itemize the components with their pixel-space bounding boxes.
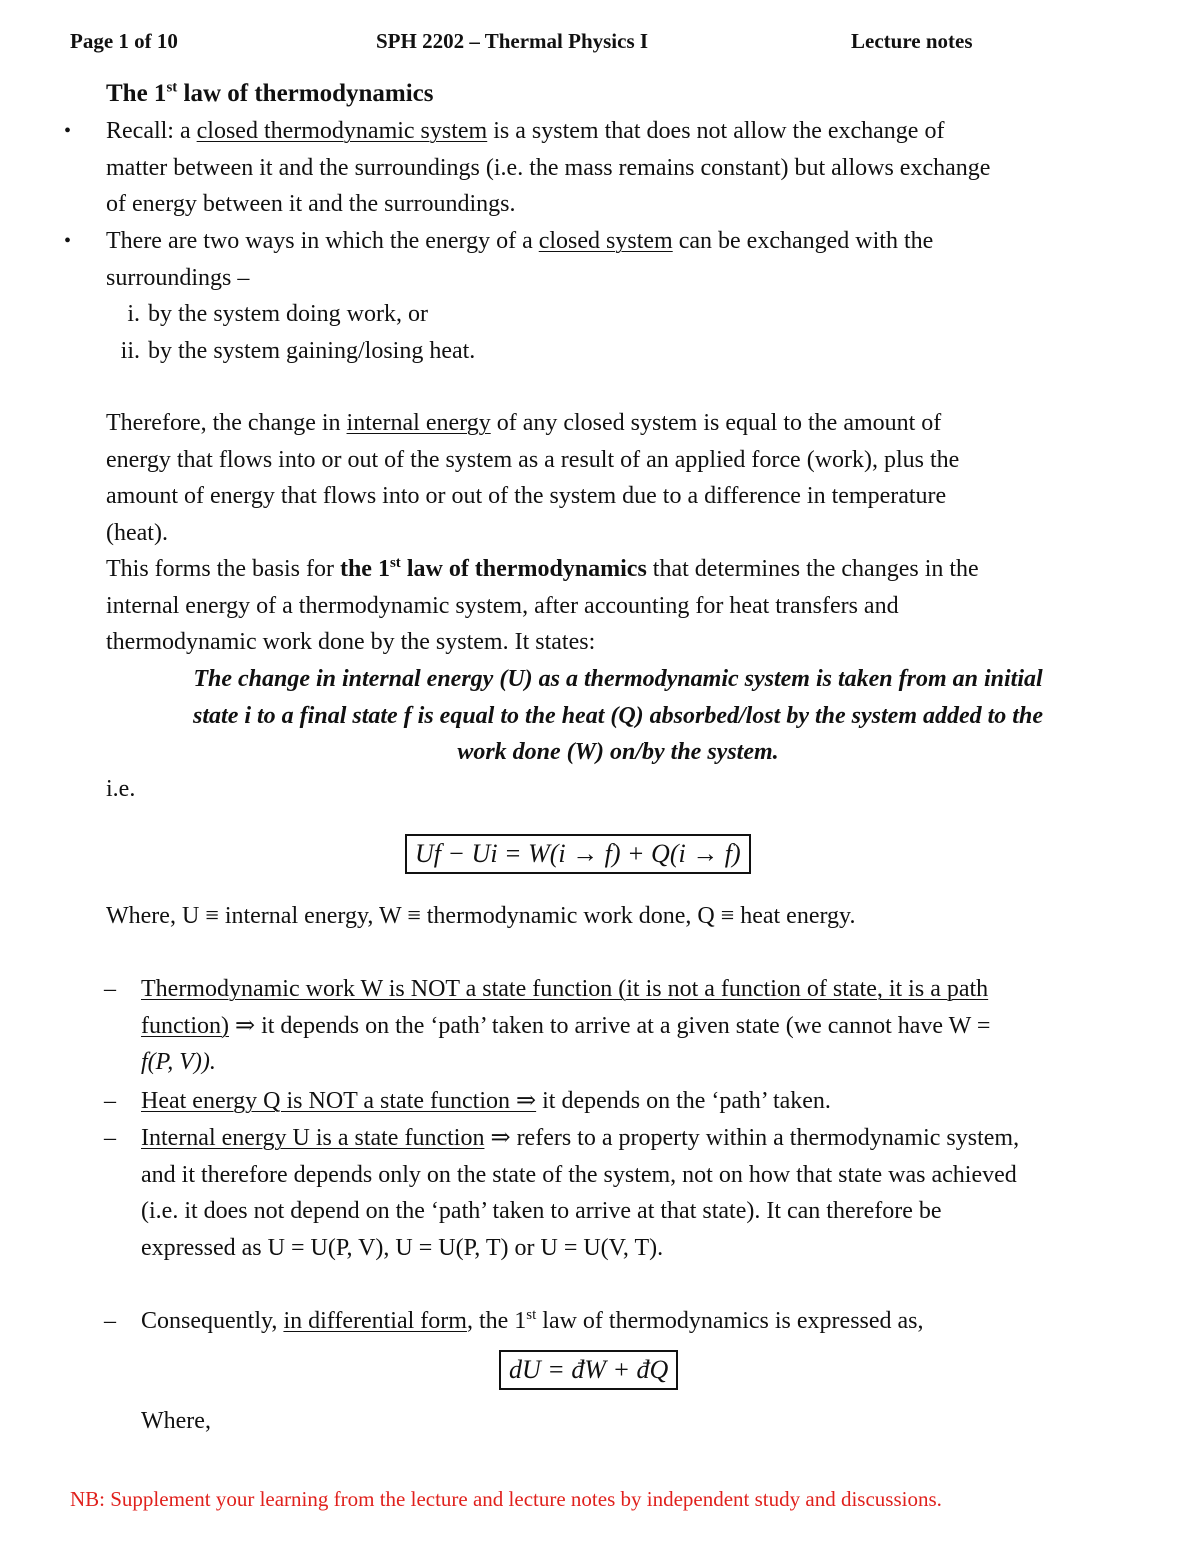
course-title: SPH 2202 – Thermal Physics I <box>376 29 649 53</box>
dash-icon: – <box>104 976 116 1002</box>
dash-icon: – <box>104 1308 116 1334</box>
paragraph-first-law-basis: This forms the basis for the 1st law of thermodynamics that determines the changes in the internal energy of a thermodynamic system, after accounting for heat transfers and thermodynamic work done by the system. It states: <box>106 555 979 656</box>
footer-note: NB: Supplement your learning from the lecture and lecture notes by independent study and discussions. <box>70 1487 942 1511</box>
list-item: i. by the system doing work, or <box>127 301 428 327</box>
where-label: Where, <box>141 1408 211 1434</box>
section-title: The 1st law of thermodynamics <box>106 79 434 107</box>
paragraph-internal-energy: Therefore, the change in internal energy of any closed system is equal to the amount of energy that flows into or out of the system as a result of an applied force (work), plus the amount of energy that flows into or out of the system due to a difference in temperature (heat). <box>106 410 960 546</box>
dash-item-work: Thermodynamic work W is NOT a state function (it is not a function of state, it is a path function) ⇒ it depends on the ‘path’ taken to arrive at a given state (we cannot have W = f(P, V)). <box>141 976 991 1076</box>
numbered-list <box>106 296 475 369</box>
bullet-energy-exchange: There are two ways in which the energy of a closed system can be exchanged with the surroundings – <box>106 228 934 291</box>
first-law-equation: Uf − Ui = W(i → f) + Q(i → f) <box>405 834 751 874</box>
ie-label: i.e. <box>106 776 136 802</box>
document-type: Lecture notes <box>851 29 973 53</box>
dash-item-heat: Heat energy Q is NOT a state function ⇒ it depends on the ‘path’ taken. <box>141 1088 831 1114</box>
bullet-closed-system: Recall: a closed thermodynamic system is a system that does not allow the exchange of matter between it and the surroundings (i.e. the mass remains constant) but allows exchange of energy between it and the surroundings. <box>106 118 991 218</box>
bullet-icon: • <box>64 120 72 142</box>
differential-equation: dU = đW + đQ <box>499 1350 678 1390</box>
page-number: Page 1 of 10 <box>70 29 178 53</box>
dash-icon: – <box>104 1125 116 1151</box>
dash-item-differential: Consequently, in differential form, the 1st law of thermodynamics is expressed as, <box>141 1307 924 1334</box>
dash-item-internal-energy: Internal energy U is a state function ⇒ refers to a property within a thermodynamic system, and it therefore depends only on the state of the system, not on how that state was achieved (i.e. it does not depend on the ‘path’ taken to arrive at that state). It can therefore be expressed as U = U(P, V), U = U(P, T) or U = U(V, T). <box>141 1125 1020 1261</box>
bullet-icon: • <box>64 230 72 252</box>
where-definitions: Where, U ≡ internal energy, W ≡ thermodynamic work done, Q ≡ heat energy. <box>106 903 856 929</box>
law-statement: The change in internal energy (U) as a thermodynamic system is taken from an initial state i to a final state f is equal to the heat (Q) absorbed/lost by the system added to the work done (W) on/by the system. <box>193 666 1043 766</box>
dash-icon: – <box>104 1088 116 1114</box>
list-item: ii. by the system gaining/losing heat. <box>120 337 476 364</box>
